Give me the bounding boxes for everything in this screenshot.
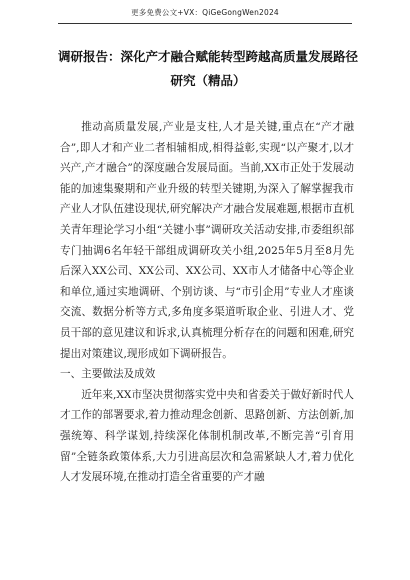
section-paragraph: 近年来,XX市坚决贯彻落实党中央和省委关于做好新时代人才工作的部署要求,着力推动理念创新、思路创新、方法创新,加强统筹、科学谋划,持续深化体制机制改革,不断完善“引育用留”全链条政策体系,大力引进高层次和急需紧缺人才,着力优化人才发展环境,在推动打造全省重要的产才融 — [60, 388, 354, 484]
header-divider — [58, 23, 352, 24]
document-body — [60, 117, 354, 488]
intro-paragraph: 推动高质量发展,产业是支柱,人才是关键,重点在“产才融合”,即人才和产业二者相辅相成,相得益彰,实现“以产聚才,以才兴产,产才融合”的深度融合发展局面。当前,XX市正处于发展动能的加速集聚期和产业升级的转型关键期,为深入了解掌握我市产业人才队伍建设现状,研究解决产才融合发展难题,根据市直机关青年理论学习小组“关键小事”调研攻关活动安排,市委组织部专门抽调6名年轻干部组成调研攻关小组,2025年5月至8月先后深入XX公司、XX公司、XX公司、XX市人才储备中心等企业和单位,通过实地调研、个别访谈、与“市引企用”专业人才座谈交流、数据分析等方式,多角度多渠道听取企业、引进人才、党员干部的意见建议和诉求,认真梳理分析存在的问题和困难,研究提出对策建议,现形成如下调研报告。 — [60, 121, 354, 360]
section-heading: 一、主要做法及成效 — [60, 368, 156, 381]
page-header: 更多免费公文+VX：QiGeGongWen2024 — [131, 8, 279, 17]
document-title: 调研报告：深化产才融合赋能转型跨越高质量发展路径研究（精品） — [57, 49, 358, 88]
